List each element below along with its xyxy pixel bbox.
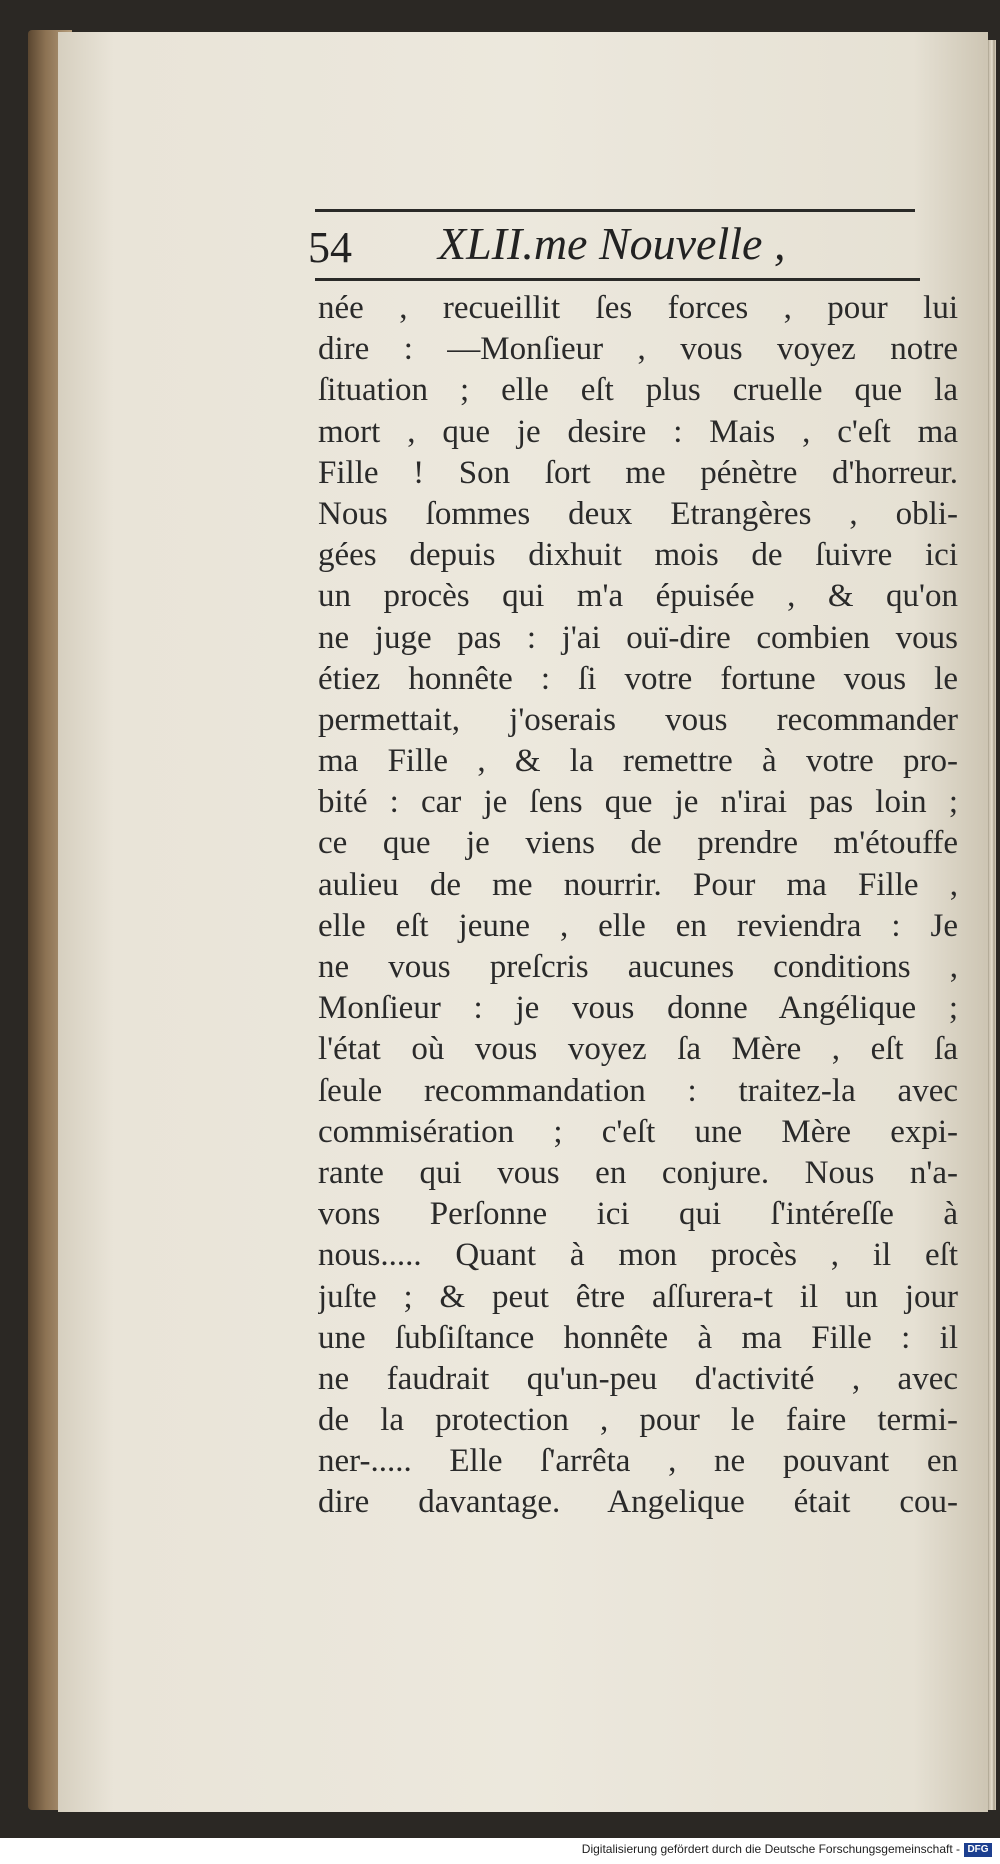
text-line: ne vous preſcris aucunes conditions ,: [318, 949, 958, 985]
text-line: commisération ; c'eſt une Mère expi-: [318, 1113, 958, 1150]
text-line: étiez honnête : ſi votre fortune vous le: [318, 660, 958, 697]
text-line: Monſieur : je vous donne Angélique ;: [318, 990, 958, 1027]
text-line: ſituation ; elle eſt plus cruelle que la: [318, 372, 958, 409]
text-line: ne faudrait qu'un-peu d'activité , avec: [318, 1360, 958, 1397]
text-line: ner-..... Elle ſ'arrêta , ne pouvant en: [318, 1443, 958, 1480]
text-line: mort , que je desire : Mais , c'eſt ma: [318, 413, 958, 450]
text-line: ma Fille , & la remettre à votre pro-: [318, 743, 958, 780]
text-line: nous..... Quant à mon procès , il eſt: [318, 1237, 958, 1274]
running-head: XLII.me Nouvelle ,: [438, 218, 786, 269]
digitization-credit: Digitalisierung gefördert durch die Deutsche Forschungsgemeinschaft -: [581, 1842, 960, 1856]
text-line: dire : —Monſieur , vous voyez notre: [318, 331, 958, 368]
text-line: aulieu de me nourrir. Pour ma Fille ,: [318, 866, 958, 903]
text-line: Nous ſommes deux Etrangères , obli-: [318, 495, 958, 532]
digitization-footer: [0, 1838, 1000, 1864]
header-rule-bottom: [315, 278, 920, 281]
text-line: une ſubſiſtance honnête à ma Fille : il: [318, 1319, 958, 1356]
text-line: ſeule recommandation : traitez-la avec: [318, 1072, 958, 1109]
text-line: juſte ; & peut être aſſurera-t il un jour: [318, 1278, 958, 1315]
text-line: Fille ! Son ſort me pénètre d'horreur.: [318, 454, 958, 491]
text-line: née , recueillit ſes forces , pour lui: [318, 290, 958, 326]
text-line: de la protection , pour le faire termi-: [318, 1402, 958, 1439]
text-line: un procès qui m'a épuisée , & qu'on: [318, 578, 958, 615]
body-text: [318, 288, 958, 1524]
text-line: bité : car je ſens que je n'irai pas loin ;: [318, 784, 958, 821]
text-line: permettait, j'oserais vous recommander: [318, 701, 958, 738]
text-line: dire davantage. Angelique était cou-: [318, 1484, 958, 1521]
text-line: l'état où vous voyez ſa Mère , eſt ſa: [318, 1031, 958, 1068]
text-line: rante qui vous en conjure. Nous n'a-: [318, 1154, 958, 1191]
page-number: 54: [308, 223, 352, 272]
text-line: elle eſt jeune , elle en reviendra : Je: [318, 907, 958, 944]
text-line: ce que je viens de prendre m'étouffe: [318, 825, 958, 862]
dfg-logo: DFG: [964, 1843, 992, 1857]
text-line: gées depuis dixhuit mois de ſuivre ici: [318, 537, 958, 574]
text-line: vons Perſonne ici qui ſ'intéreſſe à: [318, 1196, 958, 1233]
header-rule-top: [315, 209, 915, 212]
text-line: ne juge pas : j'ai ouï-dire combien vous: [318, 619, 958, 656]
